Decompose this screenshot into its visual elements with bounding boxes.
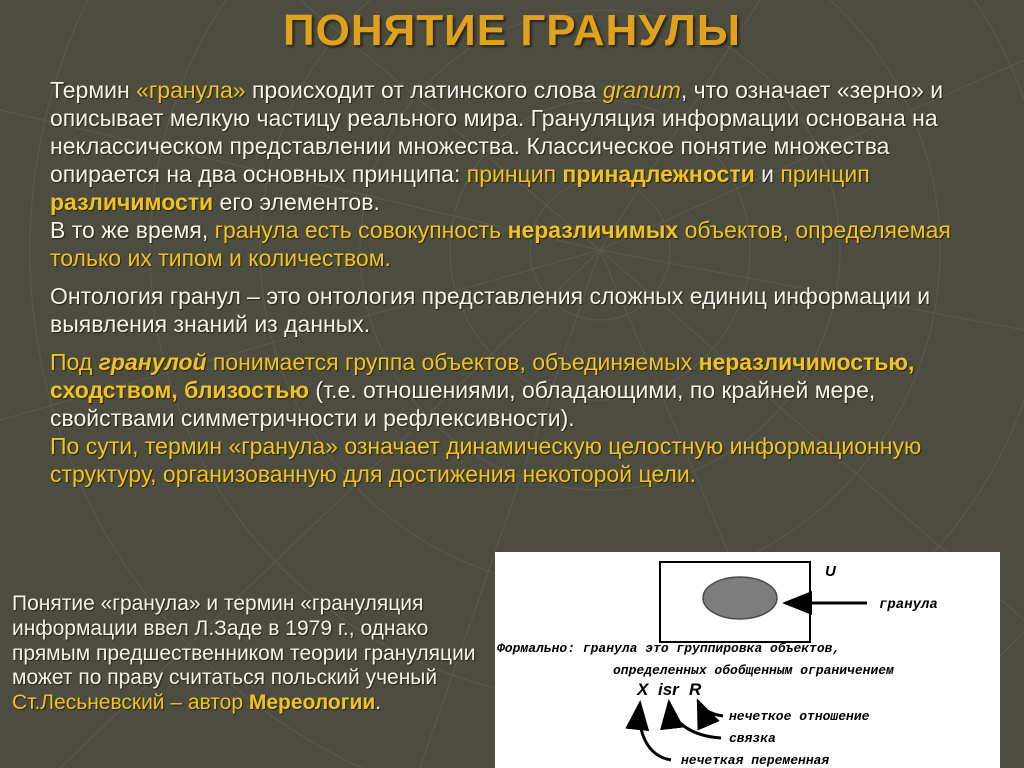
- formal-line-1: Формально: гранула это группировка объектов,: [497, 641, 841, 656]
- universe-label: U: [825, 563, 836, 580]
- granule-diagram: [495, 552, 1000, 768]
- main-text-block: [50, 76, 1000, 488]
- link-arrow: [669, 702, 721, 738]
- term-belonging: принадлежности: [562, 161, 755, 187]
- paragraph-granule-meaning: Под гранулой понимается группа объектов, объединяемых неразличимостью, сходством, близостью (т.е. отношениями, обладающими, по крайней мере, свойствами симметричности и рефлексивности). По сути, термин «гранула» означает динамическую целостную информационную структуру, организованную для достижения некоторой цели.: [50, 349, 922, 487]
- term-granula: «гранула»: [136, 77, 246, 103]
- variable-arrow: [639, 703, 671, 760]
- granule-label: гранула: [879, 597, 938, 613]
- relation-arrow: [698, 701, 723, 716]
- expr-r: R: [689, 680, 702, 699]
- term-indistinguishable: неразличимых: [507, 217, 679, 243]
- granule-ellipse: [703, 577, 777, 619]
- label-fuzzy-variable: нечеткая переменная: [681, 753, 830, 768]
- slide-title: ПОНЯТИЕ ГРАНУЛЫ: [283, 6, 741, 55]
- paragraph-definition: Термин «гранула» происходит от латинского слова granum, что означает «зерно» и описывает мелкую частицу реального мира. Грануляция информации основана на неклассическом представлении множества. Классическое понятие множества опирается на два основных принципа: принцип принадлежности и принцип различимости его элементов. В то же время, гранула есть совокупность неразличимых объектов, определяемая только их типом и количеством.: [50, 77, 951, 271]
- expr-x: X: [637, 680, 649, 699]
- label-fuzzy-relation: нечеткое отношение: [729, 709, 870, 724]
- expr-isr: isr: [658, 680, 679, 699]
- label-link: связка: [729, 731, 776, 746]
- term-indistinguishability-list: неразличимостью, сходством, близостью: [50, 349, 915, 403]
- formal-line-2: определенных обобщенным ограничением: [613, 663, 894, 678]
- term-mereology: Мереологии: [248, 691, 376, 715]
- paragraph-ontology: Онтология гранул – это онтология представления сложных единиц информации и выявления знаний из данных.: [50, 283, 931, 337]
- term-granum: granum: [602, 77, 681, 103]
- term-distinguishability: различимости: [50, 189, 214, 215]
- term-granuloi: гранулой: [98, 349, 207, 375]
- history-note: Понятие «гранула» и термин «грануляция информации ввел Л.Заде в 1979 г., однако прямым предшественником теории грануляции может по праву считаться польский ученый Ст.Лесьневский – автор Мереологии.: [12, 592, 476, 715]
